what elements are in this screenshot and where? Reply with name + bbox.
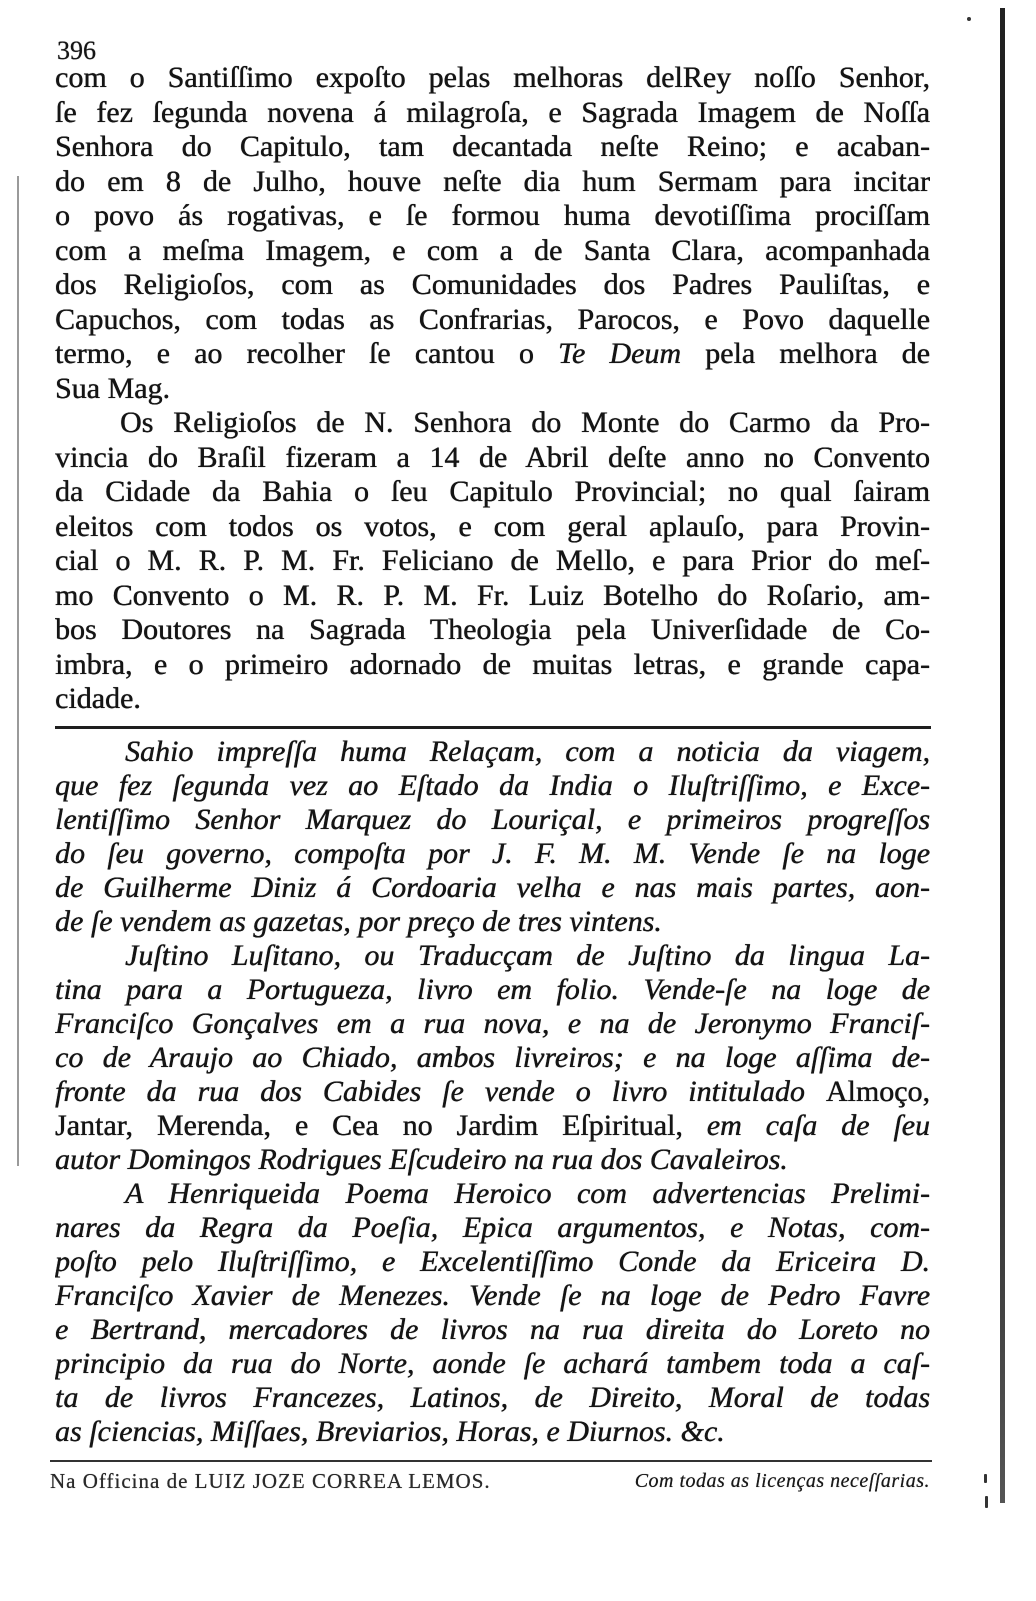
book-title-text: Almoço, <box>825 1075 930 1108</box>
report-text: pela melhora de <box>681 337 930 370</box>
scan-edge-right <box>1000 8 1005 1503</box>
scan-edge-left <box>17 176 19 1166</box>
notice-line: tina para a Portugueza, livro em folio. Vende-ſe na loge de <box>55 973 930 1006</box>
report-line: eleitos com todos os votos, e com geral aplauſo, para Provin- <box>55 509 930 543</box>
report-line: Sua Mag. <box>55 371 170 405</box>
report-line: com o Santiſſimo expoſto pelas melhoras delRey noſſo Senhor, <box>55 61 930 94</box>
notice-line: nares da Regra da Poeſia, Epica argumentos, e Notas, com- <box>55 1211 930 1244</box>
report-line: Capuchos, com todas as Confrarias, Parocos, e Povo daquelle <box>55 302 930 336</box>
report-line: imbra, e o primeiro adornado de muitas letras, e grande capa- <box>55 647 930 681</box>
notice-line: que fez ſegunda vez ao Eſtado da India o Iluſtriſſimo, e Exce- <box>55 769 930 802</box>
news-report <box>55 61 930 717</box>
book-notices <box>55 735 930 1449</box>
notice-line: principio da rua do Norte, aonde ſe achará tambem toda a caſ- <box>55 1347 930 1380</box>
scan-speck <box>984 1474 987 1483</box>
notice-line: Franciſco Xavier de Menezes. Vende ſe na loge de Pedro Favre <box>55 1279 930 1312</box>
report-line: da Cidade da Bahia o ſeu Capitulo Provincial; no qual ſairam <box>55 475 930 508</box>
te-deum-phrase: Te Deum <box>557 337 681 370</box>
scan-speck <box>967 17 971 21</box>
notice-text: fronte da rua dos Cabides ſe vende o livro intitulado <box>55 1075 826 1108</box>
footer-divider <box>50 1460 932 1462</box>
report-line: do em 8 de Julho, houve neſte dia hum Sermam para incitar <box>55 164 930 198</box>
report-line: cidade. <box>55 682 141 715</box>
notice-line: do ſeu governo, compoſta por J. F. M. M. Vende ſe na loge <box>55 837 930 870</box>
notice-line: poſto pelo Iluſtriſſimo, e Excelentiſſimo Conde da Ericeira D. <box>55 1245 930 1278</box>
report-line: o povo ás rogativas, e ſe formou huma devotiſſima prociſſam <box>55 199 930 232</box>
notice-line: Franciſco Gonçalves em a rua nova, e na de Jeronymo Franciſ- <box>55 1007 930 1040</box>
notice-line <box>55 1109 930 1143</box>
notice-line: ta de livros Francezes, Latinos, de Direito, Moral de todas <box>55 1381 930 1414</box>
notice-text: em caſa de ſeu <box>682 1109 930 1142</box>
report-line: ſe fez ſegunda novena á milagroſa, e Sagrada Imagem de Noſſa <box>55 95 930 129</box>
imprint-footer <box>50 1466 930 1496</box>
section-divider <box>55 726 931 729</box>
notice-line: de Guilherme Diniz á Cordoaria velha e nas mais partes, aon- <box>55 871 930 904</box>
notice-line <box>55 1075 930 1109</box>
notice-line: Sahio impreſſa huma Relaçam, com a noticia da viagem, <box>125 735 930 768</box>
report-line: bos Doutores na Sagrada Theologia pela Univerſidade de Co- <box>55 613 930 646</box>
report-line: com a meſma Imagem, e com a de Santa Clara, acompanhada <box>55 233 930 267</box>
report-line: dos Religioſos, com as Comunidades dos Padres Pauliſtas, e <box>55 268 930 301</box>
report-line: Os Religioſos de N. Senhora do Monte do Carmo da Pro- <box>120 406 930 439</box>
report-text: termo, e ao recolher ſe cantou o <box>55 337 558 370</box>
page-number: 396 <box>57 36 96 65</box>
notice-line: de ſe vendem as gazetas, por preço de tres vintens. <box>55 905 662 938</box>
report-line <box>55 337 930 372</box>
notice-line: lentiſſimo Senhor Marquez do Louriçal, e primeiros progreſſos <box>55 803 930 836</box>
notice-line: autor Domingos Rodrigues Eſcudeiro na rua dos Cavaleiros. <box>55 1143 788 1176</box>
notice-line: Juſtino Luſitano, ou Traducçam de Juſtino da lingua La- <box>125 939 930 972</box>
notice-line: e Bertrand, mercadores de livros na rua direita do Loreto no <box>55 1313 930 1346</box>
report-line: vincia do Braſil fizeram a 14 de Abril deſte anno no Convento <box>55 440 930 474</box>
notice-line: as ſciencias, Miſſaes, Breviarios, Horas, e Diurnos. &c. <box>55 1415 725 1448</box>
notice-line: A Henriqueida Poema Heroico com advertencias Prelimi- <box>125 1177 930 1210</box>
printer-imprint: Na Officina de LUIZ JOZE CORREA LEMOS. <box>50 1468 491 1493</box>
report-line: mo Convento o M. R. P. M. Fr. Luiz Botelho do Roſario, am- <box>55 578 930 612</box>
notice-line: co de Araujo ao Chiado, ambos livreiros; e na loge aſſima de- <box>55 1041 930 1074</box>
book-title-text: Jantar, Merenda, e Cea no Jardim Eſpiritual, <box>55 1109 683 1142</box>
scan-speck <box>985 1496 988 1508</box>
report-line: Senhora do Capitulo, tam decantada neſte Reino; e acaban- <box>55 130 930 163</box>
license-note: Com todas as licenças neceſſarias. <box>634 1469 930 1492</box>
report-line: cial o M. R. P. M. Fr. Feliciano de Mello, e para Prior do meſ- <box>55 544 930 577</box>
